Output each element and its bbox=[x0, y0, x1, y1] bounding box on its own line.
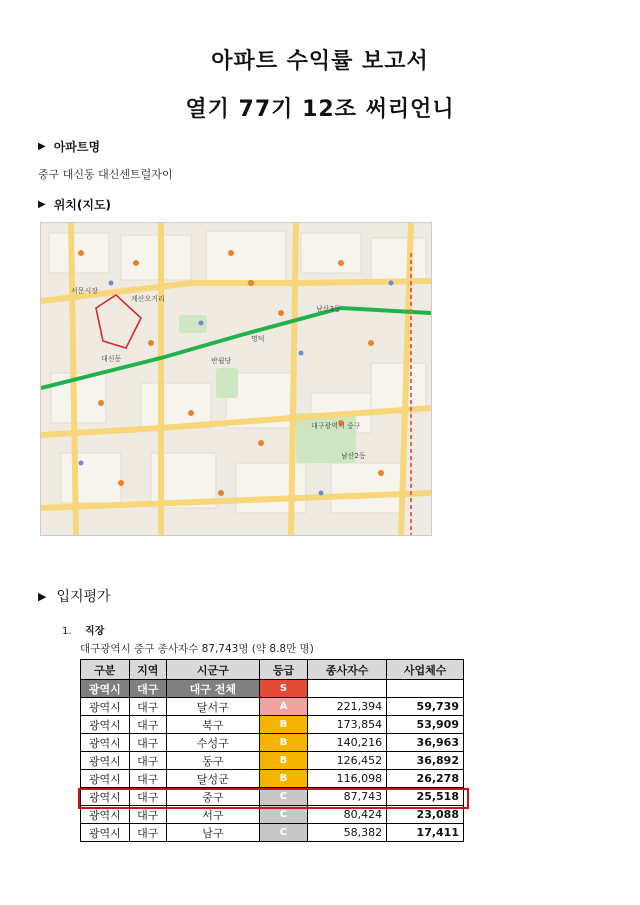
column-header: 등급 bbox=[259, 660, 308, 680]
apartment-section-heading bbox=[38, 138, 100, 155]
district-cell: 대구 전체 bbox=[166, 680, 259, 698]
location-section-heading bbox=[38, 196, 111, 213]
employees-cell: 116,098 bbox=[308, 770, 387, 788]
district-cell: 북구 bbox=[166, 716, 259, 734]
grade-cell: B bbox=[259, 716, 308, 734]
type-cell: 광역시 bbox=[81, 752, 130, 770]
region-cell: 대구 bbox=[129, 824, 166, 842]
type-cell: 광역시 bbox=[81, 680, 130, 698]
grade-cell: C bbox=[259, 806, 308, 824]
type-cell: 광역시 bbox=[81, 788, 130, 806]
region-cell: 대구 bbox=[129, 752, 166, 770]
region-cell: 대구 bbox=[129, 734, 166, 752]
evaluation-heading-label: 입지평가 bbox=[56, 589, 111, 605]
table-row bbox=[81, 770, 464, 788]
job-subheading bbox=[62, 622, 104, 637]
district-cell: 수성구 bbox=[166, 734, 259, 752]
column-header: 시군구 bbox=[166, 660, 259, 680]
district-cell: 달서구 bbox=[166, 698, 259, 716]
column-header: 구분 bbox=[81, 660, 130, 680]
employees-cell: 80,424 bbox=[308, 806, 387, 824]
map-label: 서문시장 bbox=[71, 287, 99, 295]
evaluation-section-heading bbox=[38, 586, 111, 606]
report-subtitle: 열기 77기 12조 써리언니 bbox=[185, 97, 455, 122]
region-cell: 대구 bbox=[129, 680, 166, 698]
employees-cell: 140,216 bbox=[308, 734, 387, 752]
grade-cell: B bbox=[259, 734, 308, 752]
grade-cell: B bbox=[259, 770, 308, 788]
grade-cell: C bbox=[259, 788, 308, 806]
table-row bbox=[81, 788, 464, 806]
map-label: 반월당 bbox=[211, 357, 232, 365]
map-label: 계산오거리 bbox=[131, 295, 165, 303]
map-label: 남산2동 bbox=[341, 452, 366, 460]
map-label: 대신동 bbox=[101, 355, 122, 363]
job-number: 1. bbox=[62, 626, 72, 637]
grade-cell: B bbox=[259, 752, 308, 770]
table-row bbox=[81, 716, 464, 734]
businesses-cell: 53,909 bbox=[387, 716, 464, 734]
column-header: 지역 bbox=[129, 660, 166, 680]
grade-cell: S bbox=[259, 680, 308, 698]
job-title: 직장 bbox=[85, 626, 105, 637]
grade-cell: C bbox=[259, 824, 308, 842]
businesses-cell bbox=[387, 680, 464, 698]
type-cell: 광역시 bbox=[81, 716, 130, 734]
employees-cell: 87,743 bbox=[308, 788, 387, 806]
region-cell: 대구 bbox=[129, 770, 166, 788]
table-row bbox=[81, 734, 464, 752]
table-row bbox=[81, 806, 464, 824]
type-cell: 광역시 bbox=[81, 824, 130, 842]
employees-cell: 221,394 bbox=[308, 698, 387, 716]
employees-cell: 126,452 bbox=[308, 752, 387, 770]
businesses-cell: 23,088 bbox=[387, 806, 464, 824]
district-cell: 동구 bbox=[166, 752, 259, 770]
type-cell: 광역시 bbox=[81, 806, 130, 824]
businesses-cell: 26,278 bbox=[387, 770, 464, 788]
map-image bbox=[41, 223, 431, 535]
region-cell: 대구 bbox=[129, 806, 166, 824]
map-label: 남산3동 bbox=[316, 305, 341, 313]
type-cell: 광역시 bbox=[81, 698, 130, 716]
report-title: 아파트 수익률 보고서 bbox=[211, 49, 429, 74]
businesses-cell: 36,963 bbox=[387, 734, 464, 752]
summary-row bbox=[81, 680, 464, 698]
map-label: 명덕 bbox=[251, 335, 265, 343]
employee-note: 대구광역시 중구 종사자수 87,743명 (약 8.8만 명) bbox=[80, 643, 314, 655]
region-cell: 대구 bbox=[129, 698, 166, 716]
table-row bbox=[81, 698, 464, 716]
location-map bbox=[40, 222, 432, 536]
district-cell: 남구 bbox=[166, 824, 259, 842]
location-heading-label: 위치(지도) bbox=[53, 198, 112, 212]
employees-cell: 173,854 bbox=[308, 716, 387, 734]
businesses-cell: 59,739 bbox=[387, 698, 464, 716]
table-header-row bbox=[81, 660, 464, 680]
triangle-bullet-icon: ▶ bbox=[38, 589, 47, 603]
map-label: 대구광역시 중구 bbox=[311, 422, 361, 430]
district-cell: 서구 bbox=[166, 806, 259, 824]
apartment-name: 중구 대신동 대신센트럴자이 bbox=[38, 168, 173, 181]
type-cell: 광역시 bbox=[81, 734, 130, 752]
grade-cell: A bbox=[259, 698, 308, 716]
employees-cell bbox=[308, 680, 387, 698]
column-header: 종사자수 bbox=[308, 660, 387, 680]
businesses-cell: 25,518 bbox=[387, 788, 464, 806]
triangle-bullet-icon: ▶ bbox=[38, 141, 46, 152]
region-cell: 대구 bbox=[129, 788, 166, 806]
table-row bbox=[81, 752, 464, 770]
district-cell: 달성군 bbox=[166, 770, 259, 788]
district-cell: 중구 bbox=[166, 788, 259, 806]
apartment-heading-label: 아파트명 bbox=[53, 140, 101, 154]
type-cell: 광역시 bbox=[81, 770, 130, 788]
employment-table bbox=[80, 659, 464, 842]
businesses-cell: 17,411 bbox=[387, 824, 464, 842]
employees-cell: 58,382 bbox=[308, 824, 387, 842]
table-row bbox=[81, 824, 464, 842]
triangle-bullet-icon: ▶ bbox=[38, 199, 46, 210]
businesses-cell: 36,892 bbox=[387, 752, 464, 770]
region-cell: 대구 bbox=[129, 716, 166, 734]
column-header: 사업체수 bbox=[387, 660, 464, 680]
